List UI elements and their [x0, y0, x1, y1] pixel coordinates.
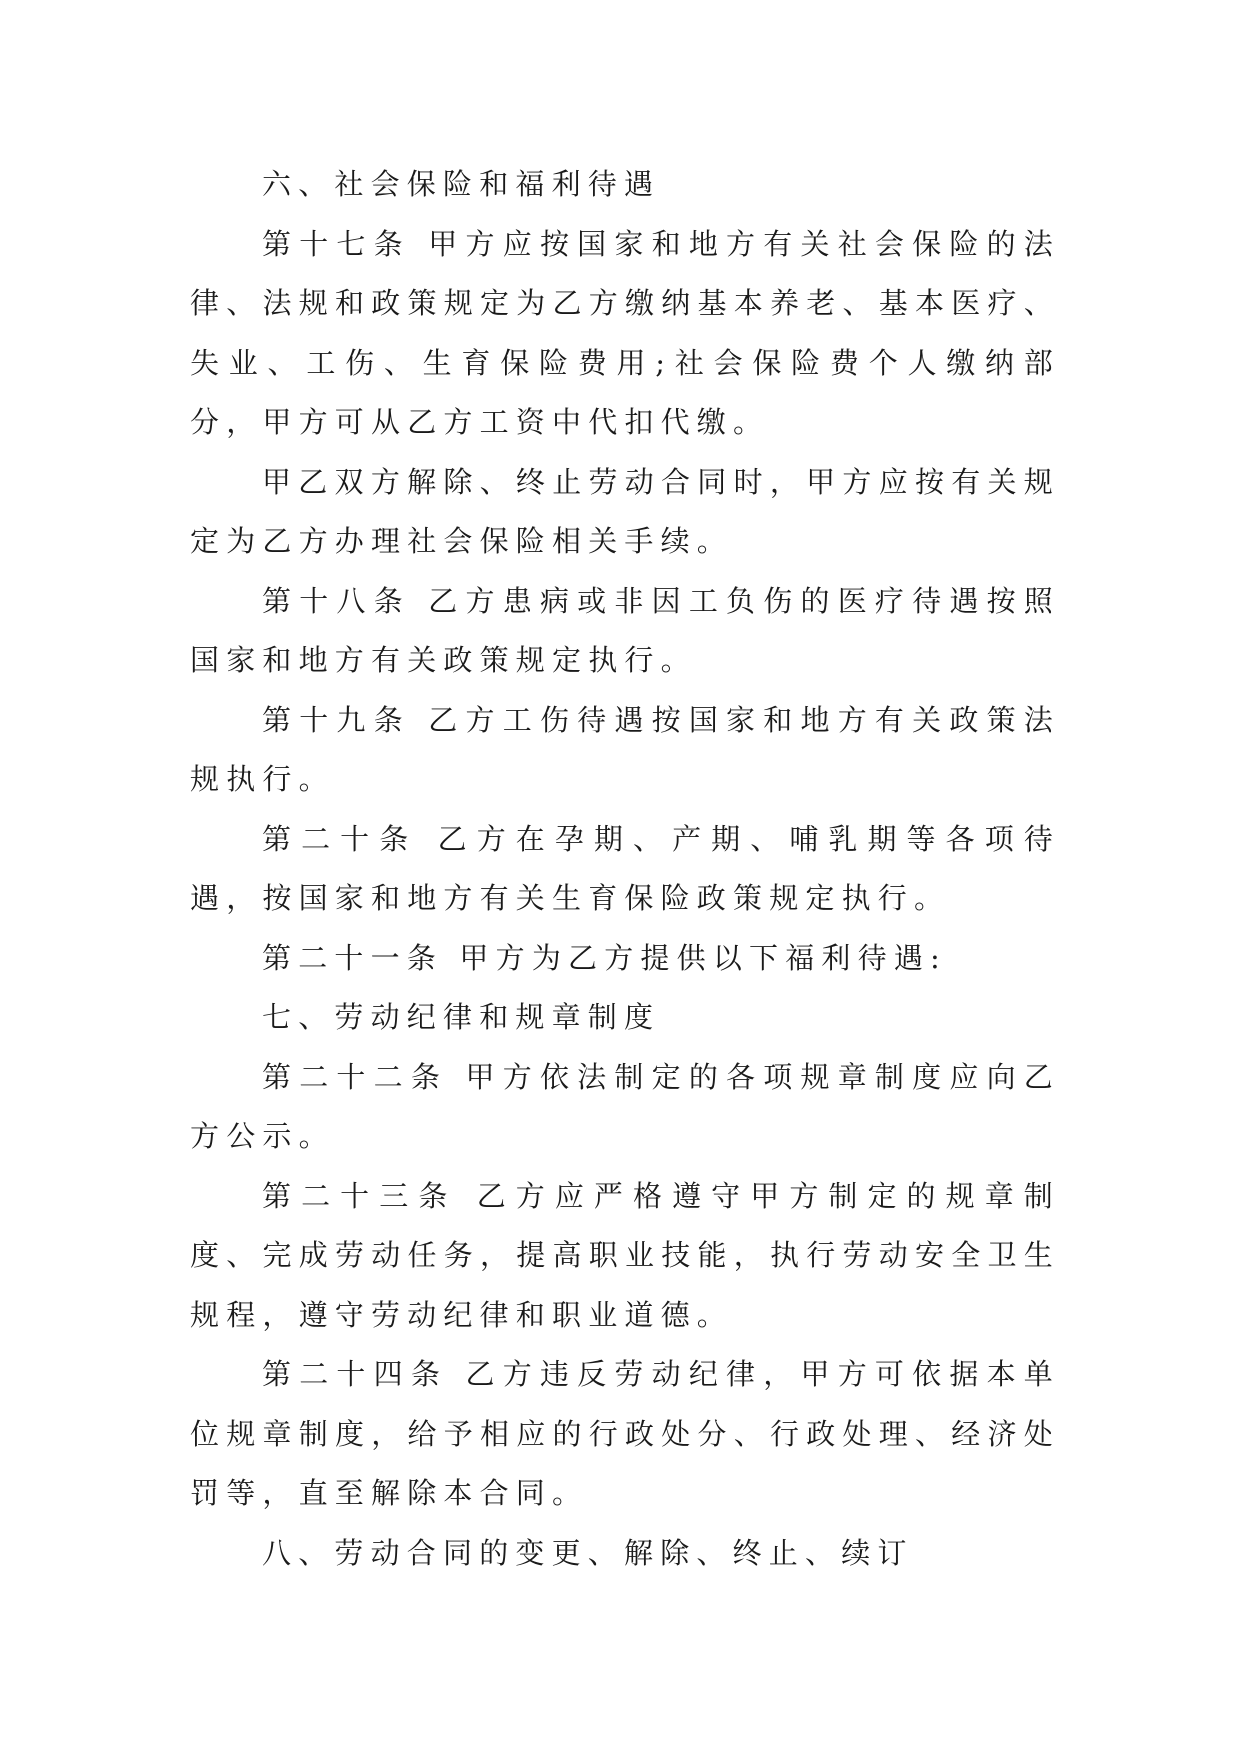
article-17-paragraph-2: 甲乙双方解除、终止劳动合同时，甲方应按有关规定为乙方办理社会保险相关手续。	[190, 464, 1060, 558]
article-18: 第十八条 乙方患病或非因工负伤的医疗待遇按照国家和地方有关政策规定执行。	[190, 583, 1060, 677]
article-17: 第十七条 甲方应按国家和地方有关社会保险的法律、法规和政策规定为乙方缴纳基本养老、基本医疗、失业、工伤、生育保险费用;社会保险费个人缴纳部分，甲方可从乙方工资中代扣代缴。	[190, 226, 1060, 439]
article-23: 第二十三条 乙方应严格遵守甲方制定的规章制度、完成劳动任务，提高职业技能，执行劳动安全卫生规程，遵守劳动纪律和职业道德。	[190, 1178, 1060, 1332]
section-heading-social-insurance: 六、社会保险和福利待遇	[262, 167, 661, 201]
article-22: 第二十二条 甲方依法制定的各项规章制度应向乙方公示。	[190, 1059, 1060, 1153]
article-21: 第二十一条 甲方为乙方提供以下福利待遇:	[262, 940, 947, 975]
document-body	[190, 155, 1060, 1583]
article-19: 第十九条 乙方工伤待遇按国家和地方有关政策法规执行。	[190, 702, 1060, 796]
section-heading-labor-discipline: 七、劳动纪律和规章制度	[262, 1000, 661, 1034]
article-24: 第二十四条 乙方违反劳动纪律，甲方可依据本单位规章制度，给予相应的行政处分、行政处理、经济处罚等，直至解除本合同。	[190, 1357, 1060, 1510]
article-20: 第二十条 乙方在孕期、产期、哺乳期等各项待遇，按国家和地方有关生育保险政策规定执行。	[190, 821, 1060, 915]
section-heading-contract-changes: 八、劳动合同的变更、解除、终止、续订	[262, 1535, 914, 1570]
